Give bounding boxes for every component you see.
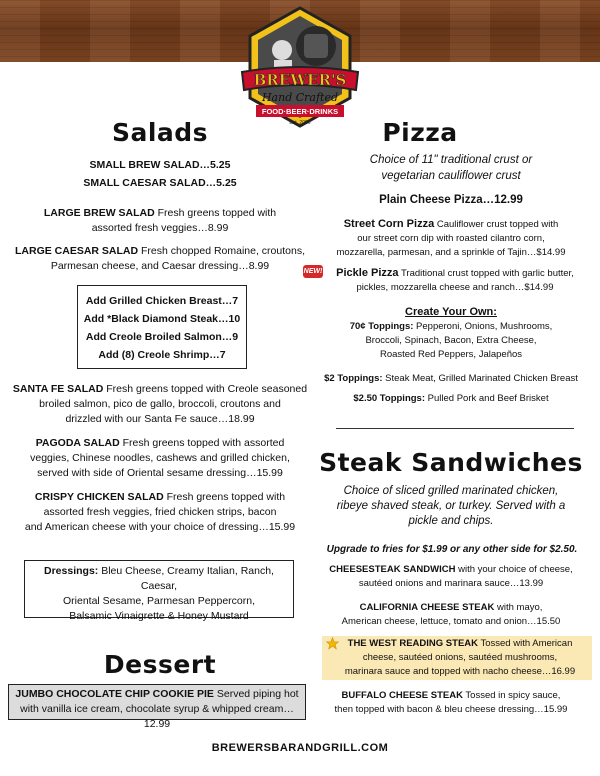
item-name: PAGODA SALAD [35,437,120,449]
item-desc: with your choice of cheese, [455,564,573,575]
addon-item: Add Grilled Chicken Breast…7 [85,295,239,307]
buffalo-cheese-steak [316,689,586,717]
brewers-logo [238,6,362,130]
small-caesar-salad: SMALL CAESAR SALAD…5.25 [83,177,237,189]
pagoda-salad [10,436,310,481]
cheesesteak-sandwich [316,563,586,591]
dessert-title: Dessert [103,650,217,679]
item-name: THE WEST READING STEAK [347,638,479,649]
item-name: LARGE CAESAR SALAD [14,245,139,257]
item-desc: Fresh chopped Romaine, croutons, [138,245,306,257]
salads-title: Salads [111,118,209,147]
steak-intro-3: pickle and chips. [408,515,494,527]
item-desc: Fresh greens topped with Creole seasoned [103,383,308,395]
pickle-pizza [320,266,590,295]
item-name: BUFFALO CHEESE STEAK [341,690,463,701]
logo-name: BREWER'S [253,71,347,89]
large-caesar-salad [14,244,306,274]
toppings-250 [316,391,586,406]
item-desc-2: our street corn dip with roasted cilantro corn, [357,233,545,244]
item-desc-2: sautéed onions and marinara sauce…13.99 [358,578,544,589]
toppings-label: $2.50 Toppings: [353,393,426,404]
item-desc: Fresh greens topped with [163,491,286,503]
item-desc-3: served with side of Oriental sesame dressing…15.99 [37,467,283,479]
pizza-intro-1: Choice of 11" traditional crust or [369,154,533,166]
addons-box [77,285,247,369]
item-desc-3: mozzarella, parmesan, and a sprinkle of Tajin…$14.99 [336,247,566,258]
item-name: Pickle Pizza [336,267,399,279]
item-desc: Fresh greens topped with assorted [119,437,285,449]
toppings-2 [310,371,592,386]
crispy-chicken-salad [10,490,310,535]
dressings-label: Dressings: [44,565,99,577]
item-name: Plain Cheese Pizza…12.99 [379,194,523,206]
item-desc-3: marinara sauce and topped with nacho cheese…16.99 [344,666,576,677]
create-your-own-title: Create Your Own: [405,306,497,318]
west-reading-steak [328,637,592,679]
item-name: SANTA FE SALAD [12,383,104,395]
item-desc: Tossed in spicy sauce, [462,690,561,701]
toppings-70 [316,320,586,362]
toppings-list-2: Broccoli, Spinach, Bacon, Extra Cheese, [365,335,537,346]
dressings-line-3: Balsamic Vinaigrette & Honey Mustard [69,610,249,622]
dessert-box [8,684,306,730]
logo-est: Est. 2006 [289,120,311,126]
santa-fe-salad [10,382,310,427]
item-desc-2: assorted fresh veggies, fried chicken strips, bacon [43,506,277,518]
logo-sub: FOOD·BEER·DRINKS [261,107,339,116]
toppings-label: $2 Toppings: [324,373,383,384]
small-brew-salad: SMALL BREW SALAD…5.25 [89,159,231,171]
item-desc-2: Parmesan cheese, and Caesar dressing…8.99 [50,260,270,272]
steak-intro-1: Choice of sliced grilled marinated chicken, [343,485,559,497]
item-name: CALIFORNIA CHEESE STEAK [359,602,495,613]
new-badge: NEW! [303,265,323,278]
item-name: LARGE BREW SALAD [43,207,155,219]
pizza-intro [316,152,586,184]
california-cheese-steak [316,601,586,629]
item-desc-2: assorted fresh veggies…8.99 [91,222,229,234]
steak-upgrade: Upgrade to fries for $1.99 or any other side for $2.50. [326,544,578,555]
footer-url[interactable]: BREWERSBARANDGRILL.COM [211,742,389,754]
item-desc: Traditional crust topped with garlic butter, [398,268,574,279]
item-desc: Tossed with American [478,638,573,649]
item-desc: Served piping hot [213,688,299,700]
addon-item: Add *Black Diamond Steak…10 [83,313,241,325]
dressings-line-1 [25,564,293,594]
dressings-line-2: Oriental Sesame, Parmesan Peppercorn, [62,595,255,607]
dessert-line-1 [9,687,305,702]
toppings-list: Steak Meat, Grilled Marinated Chicken Breast [382,373,578,384]
dressings-box [24,560,294,622]
steak-title: Steak Sandwiches [319,448,583,477]
item-desc-2: veggies, Chinese noodles, cashews and grilled chicken, [30,452,290,464]
item-desc-2: then topped with bacon & bleu cheese dressing…15.99 [334,704,568,715]
pizza-title: Pizza [382,118,458,147]
item-name: Street Corn Pizza [343,218,435,230]
toppings-label: 70¢ Toppings: [349,321,414,332]
large-brew-salad [20,206,300,236]
addon-item: Add (8) Creole Shrimp…7 [98,349,226,361]
toppings-list-3: Roasted Red Peppers, Jalapeños [379,349,523,360]
logo-tagline: Hand Crafted [261,91,339,104]
section-divider [336,428,574,429]
item-desc-2: American cheese, lettuce, tomato and onion…15.50 [341,616,561,627]
street-corn-pizza [316,217,586,260]
toppings-list: Pulled Pork and Beef Brisket [425,393,549,404]
steak-intro [316,484,586,529]
item-desc-3: and American cheese with your choice of dressing…15.99 [24,521,296,533]
item-desc-2: cheese, sautéed onions, sautéed mushrooms, [362,652,558,663]
item-name: CHEESESTEAK SANDWICH [329,564,456,575]
dessert-line-2: with vanilla ice cream, chocolate syrup & whipped cream…12.99 [20,703,294,730]
addon-item: Add Creole Broiled Salmon…9 [85,331,239,343]
item-desc: with mayo, [494,602,543,613]
dressings-text: Bleu Cheese, Creamy Italian, Ranch, Caesar, [98,565,274,592]
item-desc-2: pickles, mozzarella cheese and ranch…$14.99 [356,282,554,293]
plain-cheese-pizza [316,193,586,208]
item-name: CRISPY CHICKEN SALAD [34,491,164,503]
item-desc: Cauliflower crust topped with [434,219,559,230]
item-name: JUMBO CHOCOLATE CHIP COOKIE PIE [15,688,214,700]
toppings-list: Pepperoni, Onions, Mushrooms, [413,321,553,332]
steak-intro-2: ribeye shaved steak, or turkey. Served with a [336,500,566,512]
item-desc-2: broiled salmon, pico de gallo, broccoli, croutons and [39,398,281,410]
item-desc: Fresh greens topped with [154,207,277,219]
pizza-intro-2: vegetarian cauliflower crust [381,170,521,182]
item-desc-3: drizzled with our Santa Fe sauce…18.99 [65,413,255,425]
